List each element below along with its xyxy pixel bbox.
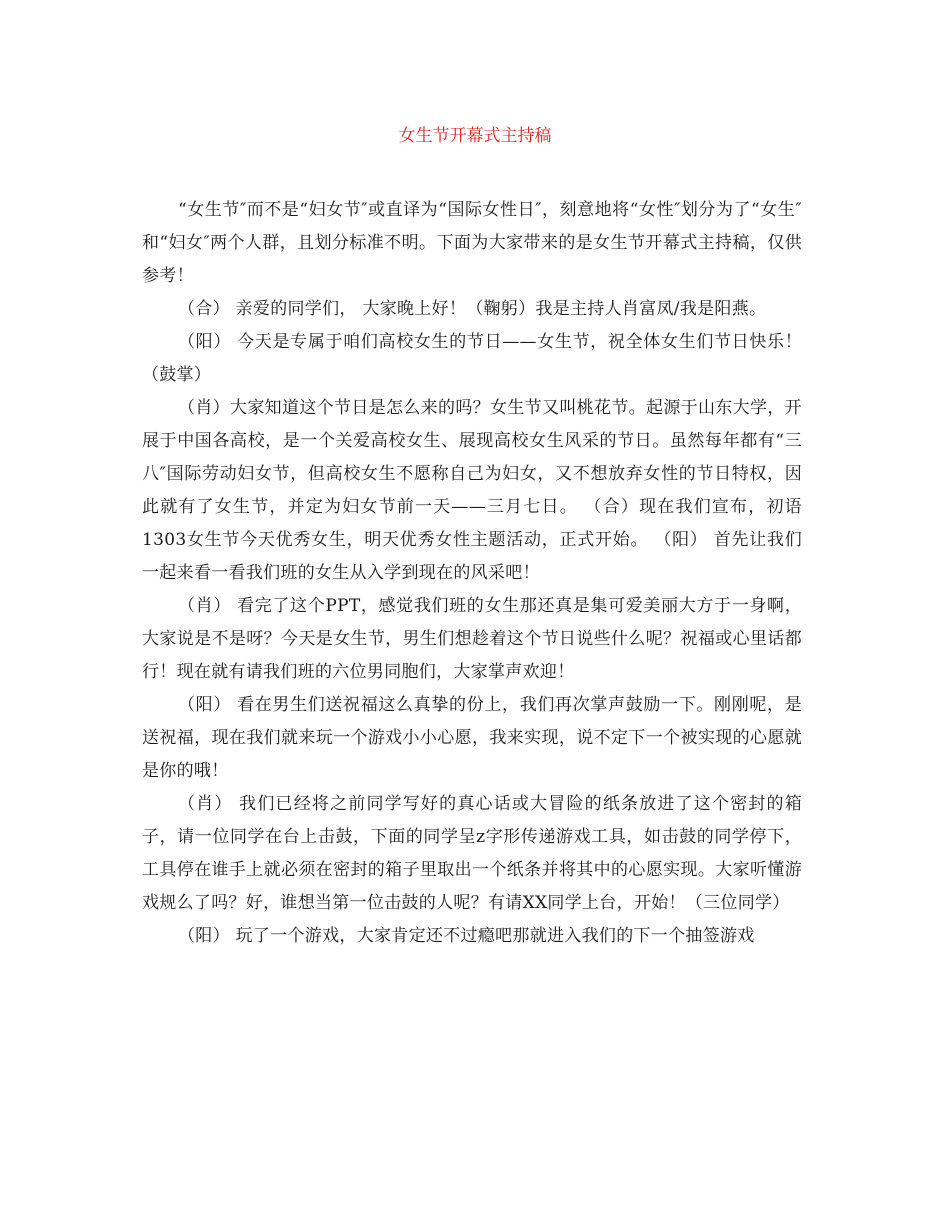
paragraph-yang-2: （阳） 看在男生们送祝福这么真挚的份上，我们再次掌声鼓励一下。刚刚呢，是送祝福，现在我们就来玩一个游戏小小心愿，我来实现，说不定下一个被实现的心愿就是你的哦！ xyxy=(142,695,802,781)
document-body xyxy=(142,194,802,953)
paragraph-yang-1: （阳） 今天是专属于咱们高校女生的节日——女生节，祝全体女生们节日快乐！（鼓掌） xyxy=(142,332,802,385)
paragraph-intro: “女生节″而不是“妇女节″或直译为“国际女性日″，刻意地将“女性″划分为了“女生″和“妇女″两个人群，且划分标准不明。下面为大家带来的是女生节开幕式主持稿，仅供参考！ xyxy=(142,200,802,286)
paragraph-greeting: （合） 亲爱的同学们， 大家晚上好！（鞠躬）我是主持人肖富凤/我是阳燕。 xyxy=(178,299,767,319)
document-title: 女生节开幕式主持稿 xyxy=(398,126,552,146)
paragraph-xiao-3: （肖） 我们已经将之前同学写好的真心话或大冒险的纸条放进了这个密封的箱子，请一位同学在台上击鼓，下面的同学呈z字形传递游戏工具，如击鼓的同学停下，工具停在谁手上就必须在密封的箱子里取出一个纸条并将其中的心愿实现。大家听懂游戏规么了吗？好，谁想当第一位击鼓的人呢？有请XX同学上台，开始！（三位同学） xyxy=(142,794,802,913)
paragraph-xiao-1: （肖）大家知道这个节日是怎么来的吗？女生节又叫桃花节。起源于山东大学，开展于中国各高校，是一个关爱高校女生、展现高校女生风采的节日。虽然每年都有“三八″国际劳动妇女节，但高校女生不愿称自己为妇女，又不想放弃女性的节日特权，因此就有了女生节，并定为妇女节前一天——三月七日。 （合）现在我们宣布，初语1303女生节今天优秀女生，明天优秀女性主题活动，正式开始。 （阳） 首先让我们一起来看一看我们班的女生从入学到现在的风采吧！ xyxy=(142,398,802,583)
paragraph-yang-3: （阳） 玩了一个游戏，大家肯定还不过瘾吧那就进入我们的下一个抽签游戏 xyxy=(178,926,755,946)
paragraph-xiao-2: （肖） 看完了这个PPT，感觉我们班的女生那还真是集可爱美丽大方于一身啊，大家说是不是呀？今天是女生节，男生们想趁着这个节日说些什么呢？祝福或心里话都行！现在就有请我们班的六位男同胞们，大家掌声欢迎！ xyxy=(142,596,802,682)
